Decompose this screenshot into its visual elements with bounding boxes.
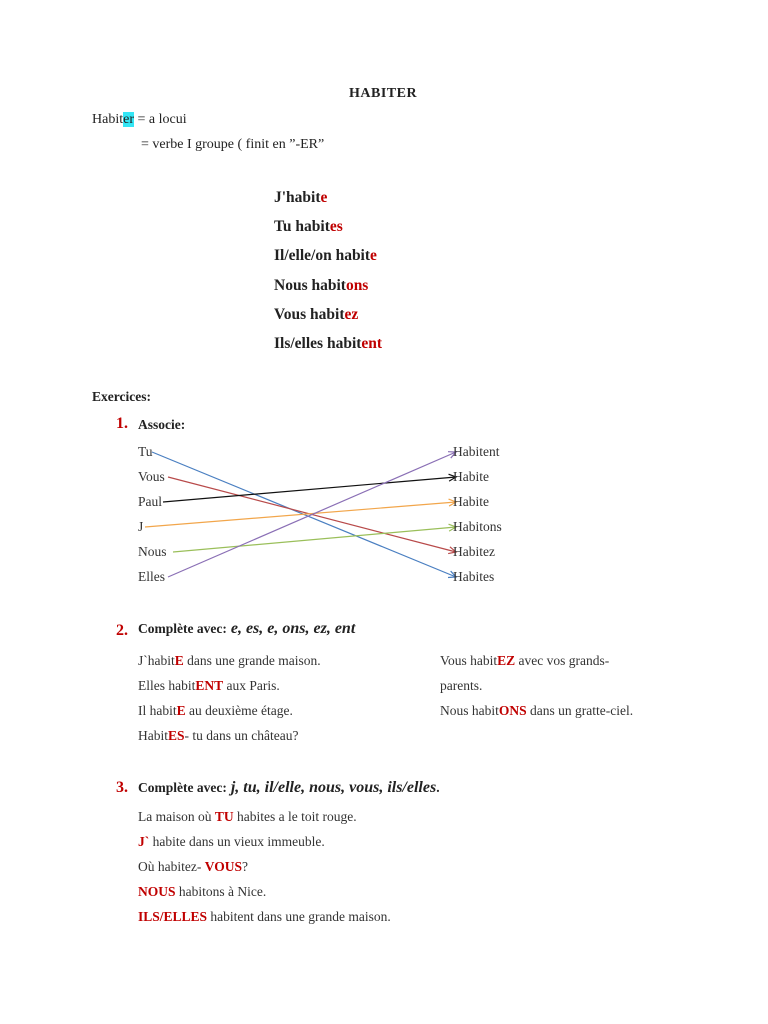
exercise-3-title: Complète avec: <box>138 780 227 795</box>
definition-stem: Habit <box>92 112 124 127</box>
exercise-3-sentence <box>138 809 357 825</box>
sentence-text: Où habitez- <box>138 859 205 874</box>
exercise-2-sentence <box>138 728 298 744</box>
sentence-answer: E <box>176 703 186 718</box>
sentence-answer: J` <box>138 834 150 849</box>
association-arrow <box>145 502 456 527</box>
exercise-2-options: e, es, e, ons, ez, ent <box>230 620 356 637</box>
sentence-answer: VOUS <box>204 859 242 874</box>
association-right-word: Habite <box>453 469 489 484</box>
association-left-word: Tu <box>138 444 153 459</box>
sentence-text: La maison où <box>138 809 215 824</box>
association-arrow <box>168 452 456 577</box>
sentence-answer: ONS <box>498 703 527 718</box>
exercise-3-number: 3. <box>116 779 128 796</box>
sentence-text: Elles habit <box>138 678 196 693</box>
association-arrow <box>173 527 456 552</box>
exercise-2-title: Complète avec: <box>138 621 227 636</box>
association-right-word: Habitons <box>453 519 502 534</box>
association-right-word: Habites <box>453 569 495 584</box>
exercise-2-sentence <box>440 678 482 694</box>
conj-stem: Nous habit <box>274 277 346 294</box>
conj-stem: Ils/elles habit <box>274 335 362 352</box>
sentence-text: aux Paris. <box>223 678 280 693</box>
conj-ending: es <box>329 218 343 235</box>
exercices-heading: Exercices: <box>92 389 151 404</box>
sentence-answer: NOUS <box>138 884 176 899</box>
association-left-word: Vous <box>138 469 165 484</box>
exercise-3-options: j, tu, il/elle, nous, vous, ils/elles <box>230 779 437 796</box>
sentence-answer: EZ <box>497 653 516 668</box>
conj-stem: J'habit <box>274 189 321 206</box>
exercise-3-sentence <box>138 884 266 900</box>
association-left-word: Paul <box>138 494 163 509</box>
exercise-2-sentence <box>138 678 280 694</box>
sentence-text: J`habit <box>138 653 175 668</box>
sentence-answer: E <box>174 653 184 668</box>
association-left-word: J <box>138 519 144 534</box>
conj-ending: e <box>370 247 377 264</box>
conj-stem: Vous habit <box>274 306 345 323</box>
sentence-answer: ENT <box>195 678 224 693</box>
sentence-text: habitons à Nice. <box>175 884 267 899</box>
exercise-2-sentence <box>138 703 293 719</box>
sentence-answer: ES <box>168 728 185 743</box>
conj-stem: Tu habit <box>274 218 330 235</box>
sentence-text: habitent dans une grande maison. <box>207 909 391 924</box>
exercise-3-sentence <box>138 859 248 875</box>
sentence-text: ? <box>241 859 248 874</box>
exercise-2-sentence <box>440 653 609 669</box>
definition-meaning: = a locui <box>134 112 187 127</box>
association-right-word: Habite <box>453 494 489 509</box>
conj-stem: Il/elle/on habit <box>274 247 371 264</box>
exercise-3-options-end: . <box>436 780 440 795</box>
page-title: HABITER <box>349 86 418 101</box>
sentence-text: Il habit <box>138 703 177 718</box>
conj-ending: ent <box>361 335 383 352</box>
association-arrow <box>163 477 456 502</box>
association-arrows <box>145 452 456 578</box>
sentence-text: au deuxième étage. <box>185 703 293 718</box>
sentence-text: Vous habit <box>440 653 498 668</box>
definition-ending-highlight: er <box>123 112 134 127</box>
sentence-answer: ILS/ELLES <box>138 909 208 924</box>
exercise-2-sentence <box>138 653 321 669</box>
sentence-text: habites a le toit rouge. <box>233 809 357 824</box>
sentence-text: - tu dans un château? <box>184 728 299 743</box>
exercise-1-title: Associe: <box>138 417 186 432</box>
exercise-2-sentence <box>440 703 633 719</box>
exercise-3-sentence <box>138 834 325 850</box>
sentence-text: avec vos grands- <box>515 653 610 668</box>
conj-ending: ons <box>345 277 369 294</box>
association-left-word: Elles <box>138 569 165 584</box>
conj-ending: e <box>320 189 328 206</box>
sentence-text: Habit <box>138 728 168 743</box>
association-right-word: Habitez <box>453 544 495 559</box>
definition-line-2: = verbe I groupe ( finit en ”-ER” <box>141 137 325 152</box>
sentence-text: habite dans un vieux immeuble. <box>149 834 325 849</box>
sentence-text: parents. <box>440 678 483 693</box>
association-left-word: Nous <box>138 544 167 559</box>
exercise-3-title-line <box>138 779 440 797</box>
sentence-text: dans une grande maison. <box>183 653 321 668</box>
conj-ending: ez <box>344 306 359 323</box>
sentence-text: dans un gratte-ciel. <box>526 703 634 718</box>
exercise-2-number: 2. <box>116 622 128 639</box>
exercise-2-title-line <box>138 620 355 638</box>
association-right-word: Habitent <box>453 444 500 459</box>
exercise-3-sentence <box>138 909 391 925</box>
sentence-text: Nous habit <box>440 703 499 718</box>
exercise-1-number: 1. <box>116 415 128 432</box>
sentence-answer: TU <box>214 809 234 824</box>
